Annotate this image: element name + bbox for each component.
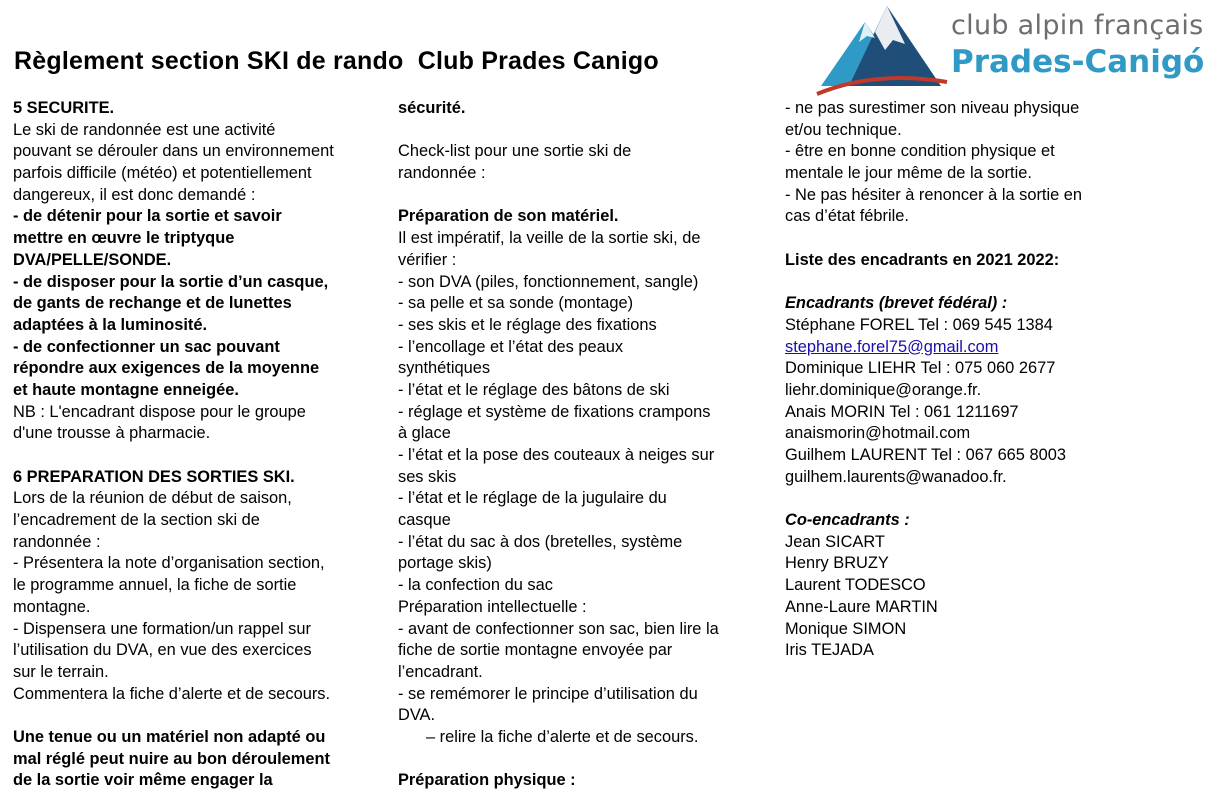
club-logo <box>815 0 1209 100</box>
blank-line <box>398 120 719 142</box>
blank-line <box>785 272 1082 294</box>
text-line: le programme annuel, la fiche de sortie <box>13 576 297 595</box>
text-line: - l’état du sac à dos (bretelles, système <box>398 532 683 551</box>
text-line: Préparation de son matériel. <box>398 207 619 226</box>
text-line: adaptées à la luminosité. <box>13 315 208 334</box>
text-line: dangereux, il est donc demandé : <box>13 185 256 204</box>
text-line: Anais MORIN Tel : 061 1211697 <box>785 402 1019 421</box>
text-line: - de disposer pour la sortie d’un casque, <box>13 272 329 291</box>
text-line: - être en bonne condition physique et <box>785 142 1055 161</box>
text-line: Co-encadrants : <box>785 511 910 530</box>
text-line: sécurité. <box>398 99 466 117</box>
text-line: - l’état et le réglage des bâtons de ski <box>398 380 670 399</box>
text-line: - se remémorer le principe d’utilisation du <box>398 684 698 703</box>
text-line: Check-list pour une sortie ski de <box>398 142 632 161</box>
text-line: casque <box>398 511 451 530</box>
text-line: - l’état et le réglage de la jugulaire du <box>398 489 667 508</box>
text-line: - Ne pas hésiter à renoncer à la sortie en <box>785 185 1083 204</box>
text-line: l’encadrant. <box>398 662 483 681</box>
text-line: - son DVA (piles, fonctionnement, sangle) <box>398 272 699 291</box>
text-line: Guilhem LAURENT Tel : 067 665 8003 <box>785 446 1066 464</box>
text-line: - l’encollage et l’état des peaux <box>398 337 624 356</box>
text-line: - l’état et la pose des couteaux à neiges sur <box>398 446 715 464</box>
text-line: 6 PREPARATION DES SORTIES SKI. <box>13 467 295 486</box>
text-line: – relire la fiche d’alerte et de secours. <box>426 727 699 746</box>
text-line: Stéphane FOREL Tel : 069 545 1384 <box>785 315 1053 334</box>
text-line: - sa pelle et sa sonde (montage) <box>398 294 634 313</box>
text-line: Laurent TODESCO <box>785 576 926 595</box>
text-line: mettre en œuvre le triptyque <box>13 229 235 248</box>
text-line: vérifier : <box>398 250 457 269</box>
text-line: guilhem.laurents@wanadoo.fr. <box>785 467 1007 486</box>
text-line: pouvant se dérouler dans un environnement <box>13 142 334 161</box>
text-line: Iris TEJADA <box>785 641 874 660</box>
text-line: parfois difficile (météo) et potentiellement <box>13 164 312 183</box>
text-line: à glace <box>398 424 451 443</box>
text-line: - Dispensera une formation/un rappel sur <box>13 619 311 638</box>
text-line: Monique SIMON <box>785 619 907 638</box>
blank-line <box>13 445 334 467</box>
text-line: Commentera la fiche d’alerte et de secours. <box>13 684 331 703</box>
text-line: Jean SICART <box>785 532 885 551</box>
text-line: anaismorin@hotmail.com <box>785 424 971 443</box>
column-2 <box>398 98 719 792</box>
logo-line2: Prades-Canigó <box>951 44 1205 80</box>
text-line: DVA/PELLE/SONDE. <box>13 250 172 269</box>
blank-line <box>398 185 719 207</box>
logo-line1: club alpin français <box>951 10 1204 41</box>
text-line: de gants de rechange et de lunettes <box>13 294 292 313</box>
text-line: Lors de la réunion de début de saison, <box>13 489 292 508</box>
page-title: Règlement section SKI de rando Club Prades Canigo <box>14 47 659 75</box>
text-line: Une tenue ou un matériel non adapté ou <box>13 727 326 746</box>
text-line: randonnée : <box>13 532 101 551</box>
text-line: - avant de confectionner son sac, bien lire la <box>398 619 719 638</box>
text-line: NB : L'encadrant dispose pour le groupe <box>13 402 306 421</box>
text-line: synthétiques <box>398 359 491 378</box>
text-line: Liste des encadrants en 2021 2022: <box>785 250 1060 269</box>
text-line: Dominique LIEHR Tel : 075 060 2677 <box>785 359 1056 378</box>
text-line: - la confection du sac <box>398 576 553 595</box>
text-line[interactable]: stephane.forel75@gmail.com <box>785 337 999 356</box>
mountain-logo-icon <box>815 0 955 100</box>
text-line: Henry BRUZY <box>785 554 889 573</box>
text-line: l’utilisation du DVA, en vue des exercices <box>13 641 312 660</box>
text-line: cas d’état fébrile. <box>785 207 909 226</box>
text-line: répondre aux exigences de la moyenne <box>13 359 320 378</box>
blank-line <box>13 705 334 727</box>
text-line: - ne pas surestimer son niveau physique <box>785 99 1080 117</box>
column-1 <box>13 98 334 792</box>
blank-line <box>398 749 719 771</box>
text-line: et/ou technique. <box>785 120 902 139</box>
text-line: d'une trousse à pharmacie. <box>13 424 211 443</box>
column-3 <box>785 98 1082 662</box>
text-line: ses skis <box>398 467 457 486</box>
text-line: - de détenir pour la sortie et savoir <box>13 207 282 226</box>
text-line: l’encadrement de la section ski de <box>13 511 260 530</box>
text-line: - ses skis et le réglage des fixations <box>398 315 657 334</box>
text-line: - de confectionner un sac pouvant <box>13 337 280 356</box>
blank-line <box>785 488 1082 510</box>
text-line: sur le terrain. <box>13 662 109 681</box>
text-line: mentale le jour même de la sortie. <box>785 164 1032 183</box>
text-line: DVA. <box>398 706 436 725</box>
text-line: Le ski de randonnée est une activité <box>13 120 276 139</box>
text-line: fiche de sortie montagne envoyée par <box>398 641 673 660</box>
text-line: liehr.dominique@orange.fr. <box>785 380 982 399</box>
text-line: Il est impératif, la veille de la sortie ski, de <box>398 229 701 248</box>
text-line: portage skis) <box>398 554 492 573</box>
text-line: randonnée : <box>398 164 486 183</box>
text-line: Encadrants (brevet fédéral) : <box>785 294 1008 313</box>
text-line: Anne-Laure MARTIN <box>785 597 938 616</box>
text-line: 5 SECURITE. <box>13 99 115 117</box>
blank-line <box>785 228 1082 250</box>
text-line: et haute montagne enneigée. <box>13 380 239 399</box>
text-line: Préparation physique : <box>398 771 576 790</box>
text-line: montagne. <box>13 597 91 616</box>
text-line: de la sortie voir même engager la <box>13 771 273 790</box>
text-line: mal réglé peut nuire au bon déroulement <box>13 749 330 768</box>
text-line: - réglage et système de fixations crampons <box>398 402 711 421</box>
text-line: Préparation intellectuelle : <box>398 597 587 616</box>
text-line: - Présentera la note d’organisation section, <box>13 554 325 573</box>
